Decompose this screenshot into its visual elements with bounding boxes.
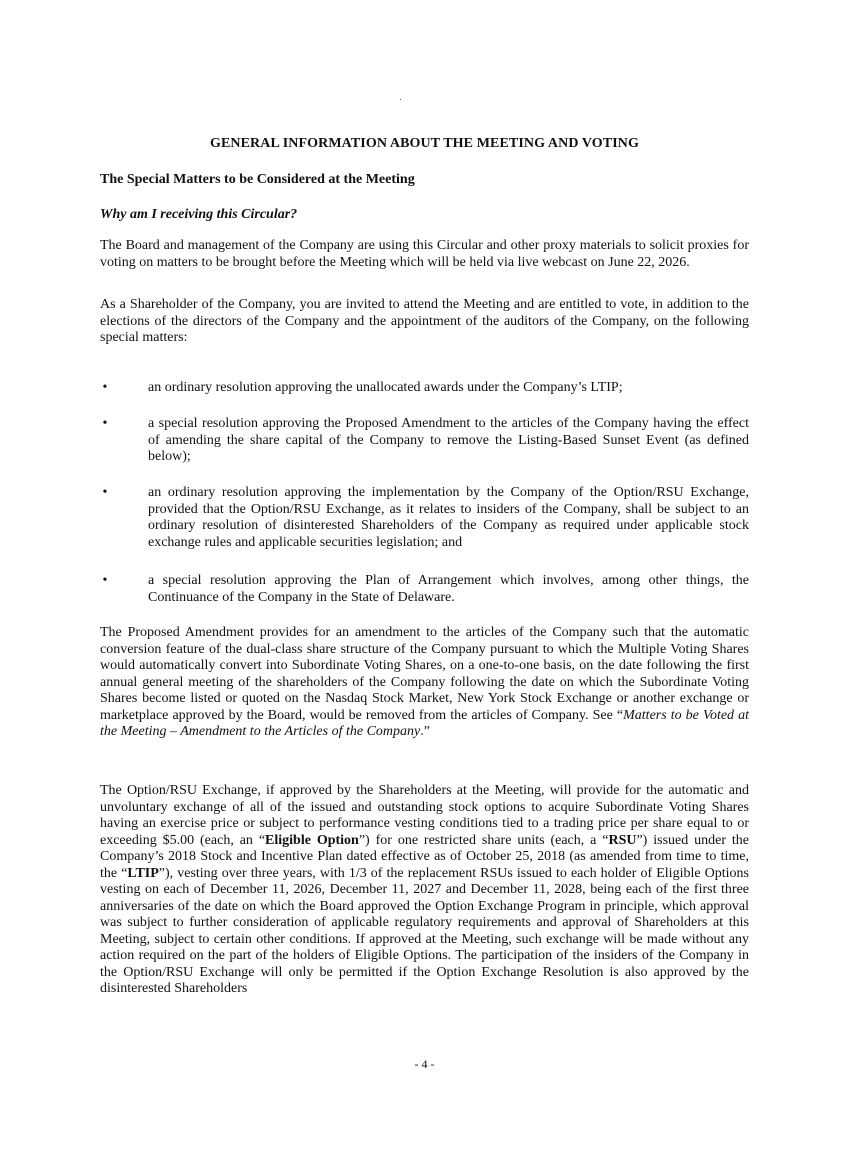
defined-term: RSU bbox=[608, 832, 637, 848]
bullet-text: an ordinary resolution approving the implementation by the Company of the Option/RSU Exchange, provided that the Option/RSU Exchange, as it relates to insiders of the Company, shall be subject to an ordinary resolution of disinterested Shareholders of the Company as required under applicable stock exchange rules and applicable securities legislation; and bbox=[148, 485, 749, 550]
bullet-item bbox=[102, 485, 749, 551]
stray-mark bbox=[400, 99, 401, 100]
bullet-item bbox=[102, 416, 749, 466]
defined-term: Eligible Option bbox=[265, 832, 359, 848]
bullet-text: an ordinary resolution approving the unallocated awards under the Company’s LTIP; bbox=[148, 380, 623, 395]
cross-reference: Matters to be Voted at the Meeting – Amendment to the Articles of the Company bbox=[100, 707, 749, 739]
bullet-icon: • bbox=[102, 573, 108, 588]
defined-term: LTIP bbox=[127, 865, 159, 881]
bullet-text: a special resolution approving the Plan of Arrangement which involves, among other things, the Continuance of the Company in the State of Delaware. bbox=[148, 573, 749, 605]
bullet-icon: • bbox=[102, 380, 108, 395]
bullet-icon: • bbox=[102, 485, 108, 500]
page-title: GENERAL INFORMATION ABOUT THE MEETING AND VOTING bbox=[209, 136, 639, 151]
section-heading: The Special Matters to be Considered at the Meeting bbox=[100, 172, 415, 187]
bullet-icon: • bbox=[102, 416, 108, 431]
paragraph-intro: The Board and management of the Company are using this Circular and other proxy materials to solicit proxies for voting on matters to be brought before the Meeting which will be held via live webcast on June 22, 2026. bbox=[100, 238, 749, 270]
bullet-item bbox=[102, 380, 749, 397]
paragraph-proposed-amendment: The Proposed Amendment provides for an amendment to the articles of the Company such that the automatic conversion feature of the dual-class share structure of the Company pursuant to which the Multiple Voting Shares would automatically convert into Subordinate Voting Shares, on a one-to-one basis, on the date following the first annual general meeting of the shareholders of the Company following the date on which the Subordinate Voting Shares become listed or quoted on the Nasdaq Stock Market, New York Stock Exchange or another exchange or marketplace approved by the Board, would be removed from the articles of Company. See “Matters to be Voted at the Meeting – Amendment to the Articles of the Company.” bbox=[100, 625, 749, 739]
bullet-item bbox=[102, 573, 749, 606]
page-number: - 4 - bbox=[414, 1057, 435, 1071]
question-heading: Why am I receiving this Circular? bbox=[100, 207, 298, 222]
bullet-text: a special resolution approving the Proposed Amendment to the articles of the Company having the effect of amending the share capital of the Company to remove the Listing-Based Sunset Event (as defined below); bbox=[148, 416, 749, 464]
paragraph-shareholder: As a Shareholder of the Company, you are invited to attend the Meeting and are entitled to vote, in addition to the elections of the directors of the Company and the appointment of the auditors of the Company, on the following special matters: bbox=[100, 297, 749, 345]
paragraph-option-exchange: The Option/RSU Exchange, if approved by the Shareholders at the Meeting, will provide for the automatic and unvoluntary exchange of all of the issued and outstanding stock options to acquire Subordinate Voting Shares having an exercise price or subject to performance vesting conditions tied to a trading price per share equal to or exceeding $5.00 (each, an “Eligible Option”) for one restricted share units (each, a “RSU”) issued under the Company’s 2018 Stock and Incentive Plan dated effective as of October 25, 2018 (as amended from time to time, the “LTIP”), vesting over three years, with 1/3 of the replacement RSUs issued to each holder of Eligible Options vesting on each of December 11, 2026, December 11, 2027 and December 11, 2028, being each of the first three anniversaries of the date on which the Board approved the Option Exchange Program in principle, which approval was subject to further consideration of applicable regulatory requirements and approval of Shareholders at this Meeting, subject to certain other conditions. If approved at the Meeting, such exchange will be made without any action required on the part of the holders of Eligible Options. The participation of the insiders of the Company in the Option/RSU Exchange will only be permitted if the Option Exchange Resolution is also approved by the disinterested Shareholders bbox=[100, 783, 749, 996]
